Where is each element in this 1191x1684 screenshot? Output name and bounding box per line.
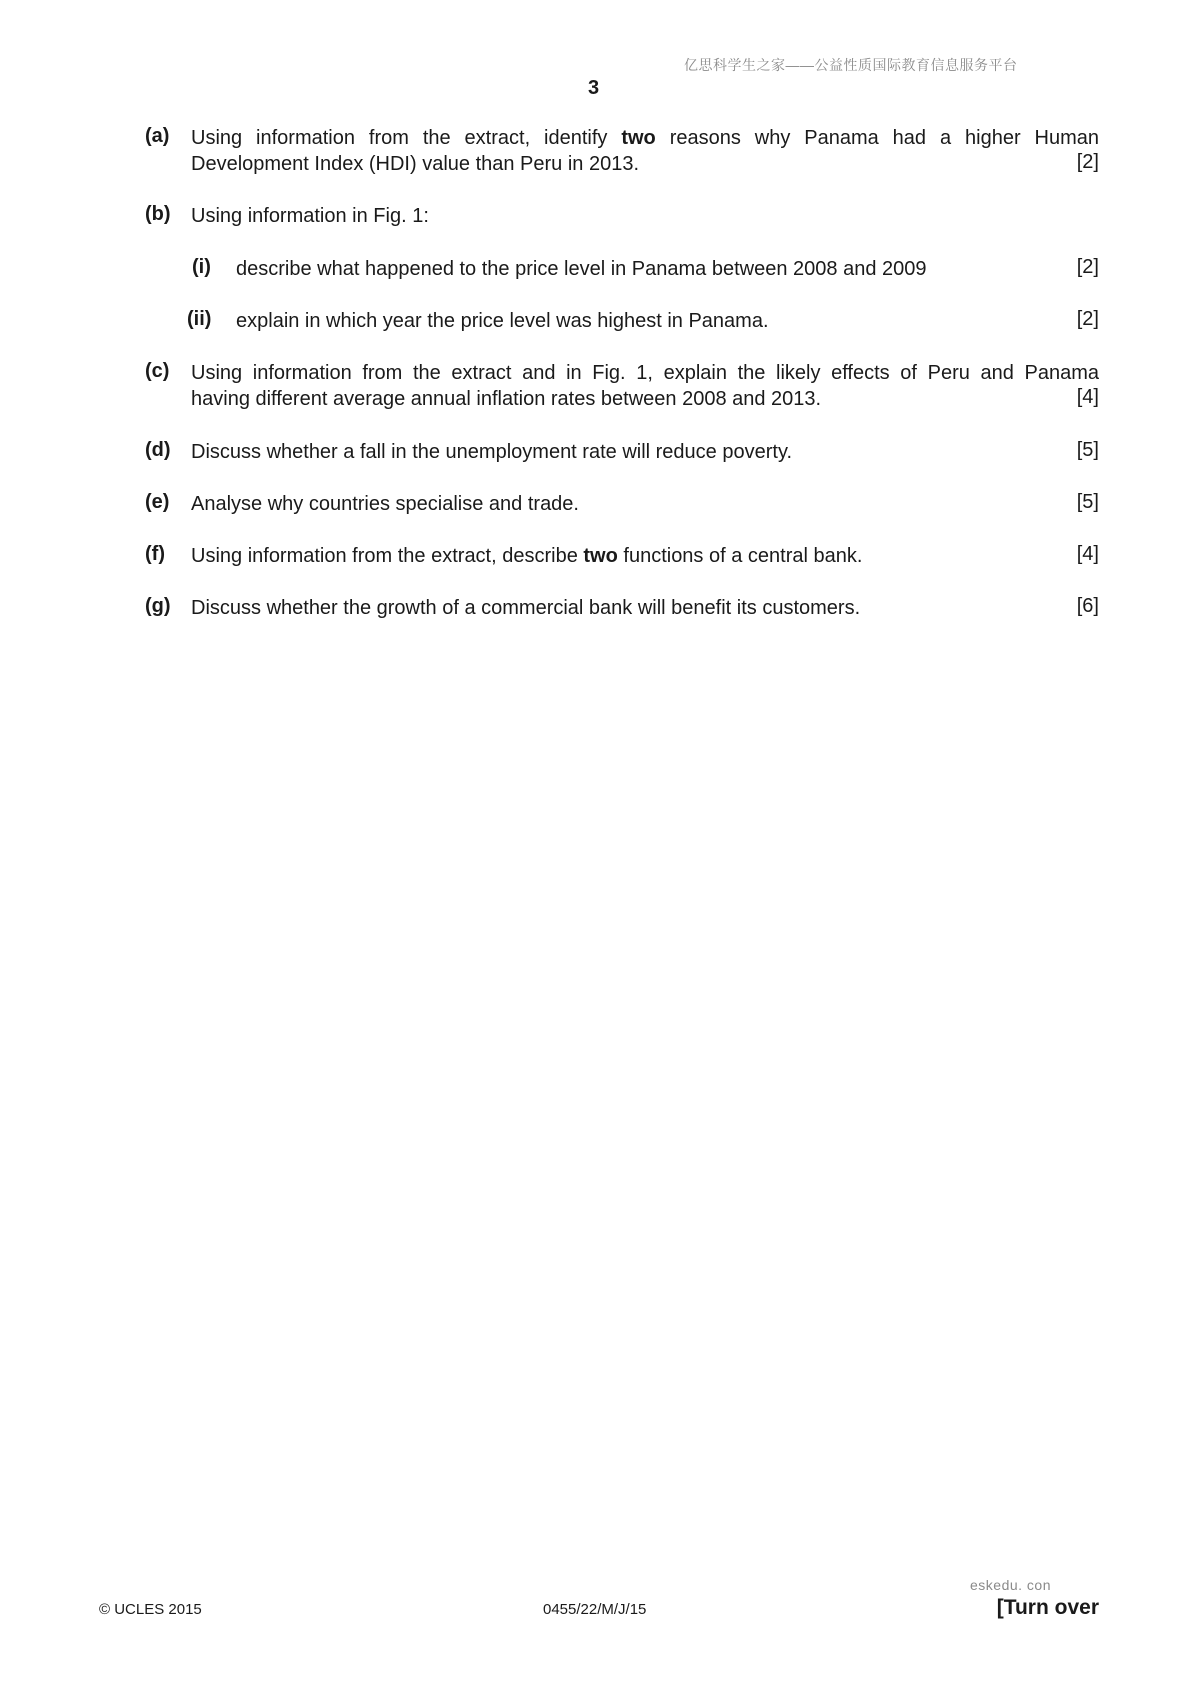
footer-watermark: eskedu. con xyxy=(970,1577,1051,1593)
question-g-marks: [6] xyxy=(1076,595,1099,617)
question-c-line1: Using information from the extract and in Fig. 1, explain the likely effects of Peru and Panama xyxy=(191,362,1099,384)
question-c-label: (c) xyxy=(145,360,170,382)
question-g-label: (g) xyxy=(145,595,171,617)
footer-paper-code: 0455/22/M/J/15 xyxy=(543,1601,647,1618)
question-d-text: Discuss whether a fall in the unemployment rate will reduce poverty. xyxy=(191,441,793,463)
question-b-i-label: (i) xyxy=(192,256,211,278)
header-watermark: 亿思科学生之家——公益性质国际教育信息服务平台 xyxy=(684,57,1018,73)
question-f-label: (f) xyxy=(145,543,165,565)
question-c-text xyxy=(191,360,1099,412)
question-a-label: (a) xyxy=(145,125,170,147)
question-b-ii-marks: [2] xyxy=(1076,308,1099,330)
question-f-marks: [4] xyxy=(1076,543,1099,565)
question-a-marks: [2] xyxy=(1076,151,1099,173)
question-b-label: (b) xyxy=(145,203,171,225)
question-d-label: (d) xyxy=(145,439,171,461)
question-b-ii-label: (ii) xyxy=(187,308,212,330)
question-c-line2: having different average annual inflation rates between 2008 and 2013. xyxy=(191,388,822,410)
page-number: 3 xyxy=(588,77,600,99)
question-a-text xyxy=(191,125,1099,177)
question-a-line1: Using information from the extract, identify two reasons why Panama had a higher Human xyxy=(191,127,1099,149)
question-b-i-marks: [2] xyxy=(1076,256,1099,278)
question-f-text: Using information from the extract, describe two functions of a central bank. xyxy=(191,545,863,567)
question-b-text: Using information in Fig. 1: xyxy=(191,205,429,227)
question-d-marks: [5] xyxy=(1076,439,1099,461)
question-e-marks: [5] xyxy=(1076,491,1099,513)
question-b-i-text: describe what happened to the price level in Panama between 2008 and 2009 xyxy=(236,258,927,280)
question-g-text: Discuss whether the growth of a commercial bank will benefit its customers. xyxy=(191,597,861,619)
question-e-label: (e) xyxy=(145,491,170,513)
question-a-line2: Development Index (HDI) value than Peru in 2013. xyxy=(191,153,640,175)
turn-over-label: [Turn over xyxy=(996,1596,1099,1619)
question-c-marks: [4] xyxy=(1076,386,1099,408)
question-b-ii-text: explain in which year the price level was highest in Panama. xyxy=(236,310,769,332)
footer-copyright: © UCLES 2015 xyxy=(99,1601,202,1618)
question-e-text: Analyse why countries specialise and trade. xyxy=(191,493,579,515)
